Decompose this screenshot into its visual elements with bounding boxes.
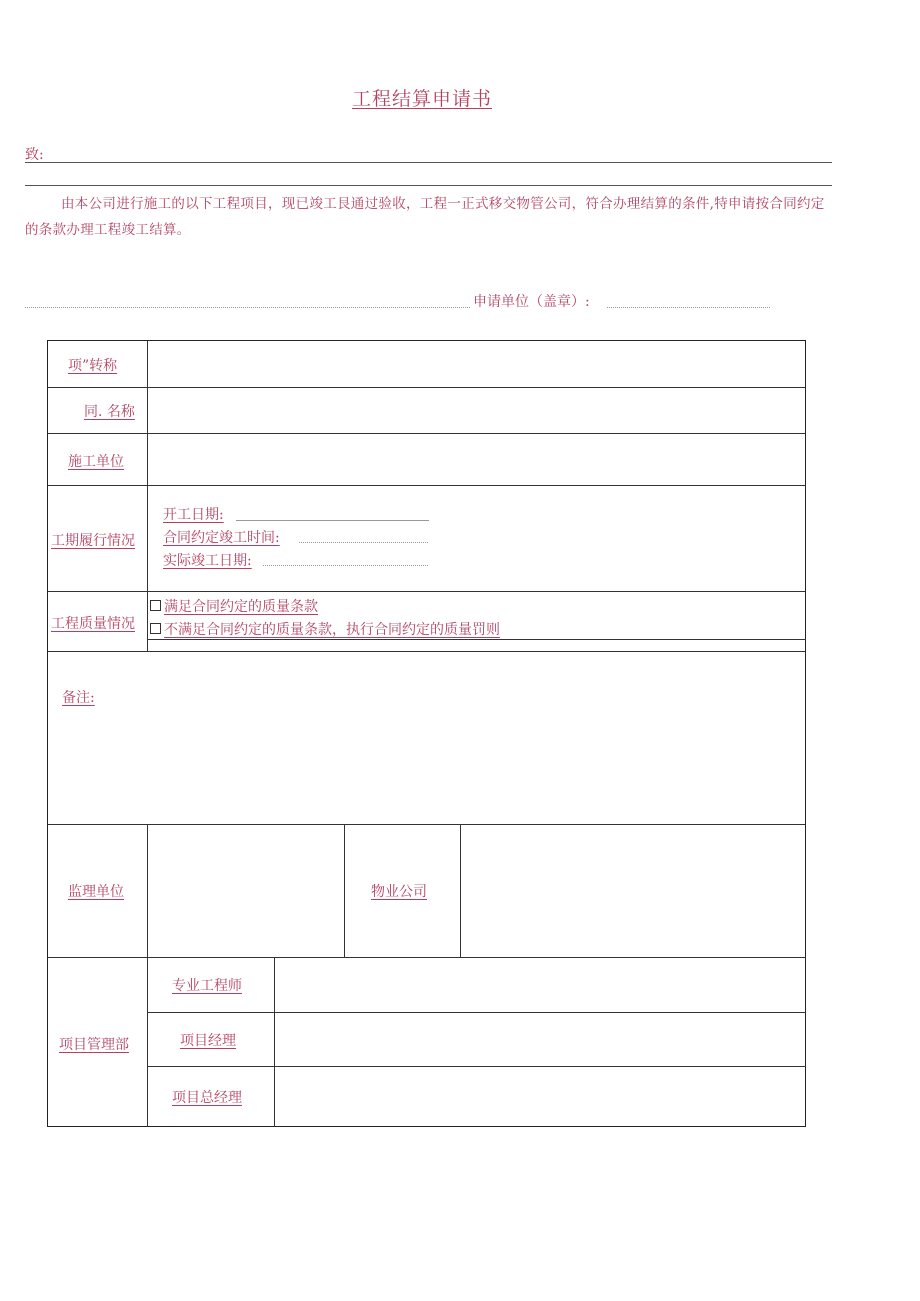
quality-cell [147,591,806,651]
applicant-label: 申请单位（盖章）: [473,294,590,310]
row-divider [147,639,806,640]
project-manager-label: 项目经理 [180,1033,236,1049]
quality-option-2-text: 不满足合同约定的质量条款，执行合同约定的质量罚则 [164,622,500,638]
schedule-label: 工期履行情况 [51,533,135,549]
applicant-signature-line[interactable] [607,307,770,308]
construction-unit-label: 施工单位 [68,454,124,470]
addressee-line[interactable] [25,162,832,163]
project-manager-field[interactable] [274,1012,807,1066]
divider-line [25,185,832,186]
project-name-label: 项”转称 [68,358,118,374]
contract-completion-label: 合同约定竣工时间: [163,530,280,546]
property-field[interactable] [460,824,806,957]
general-manager-field[interactable] [274,1066,807,1127]
pm-subtable [147,957,806,1127]
actual-completion-label: 实际竣工日期: [163,553,252,569]
start-date-field[interactable] [236,520,429,521]
settlement-form-table [47,340,806,1127]
quality-option-1[interactable] [150,596,318,616]
request-paragraph: 由本公司进行施工的以下工程项目，现已竣工艮通过验收，工程一正式移交物管公司，符合办理结算的条件,特申请按合同约定的条款办理工程竣工结算。 [25,196,825,238]
engineer-label: 专业工程师 [172,978,242,994]
construction-unit-field[interactable] [147,433,806,485]
quality-option-1-text: 满足合同约定的质量条款 [164,599,318,615]
property-label: 物业公司 [371,884,427,900]
addressee-label: 致: [25,147,44,163]
contract-name-field[interactable] [147,387,806,433]
general-manager-label: 项目总经理 [172,1090,242,1106]
remarks-field[interactable] [48,651,805,824]
pm-dept-label: 项目管理部 [59,1037,129,1053]
quality-option-2[interactable] [150,619,500,639]
contract-completion-field[interactable] [299,542,428,543]
contract-name-label: 同. 名称 [84,404,135,420]
remarks-label: 备注: [62,690,95,706]
supervision-field[interactable] [147,824,344,957]
property-label-cell [344,824,460,957]
checkbox-icon[interactable] [150,623,161,634]
start-date-label: 开工日期: [163,507,224,523]
document-title: 工程结算申请书 [352,88,493,110]
supervision-label: 监理单位 [68,884,124,900]
schedule-cell [147,485,806,591]
project-name-field[interactable] [147,341,806,387]
checkbox-icon[interactable] [150,600,161,611]
applicant-left-line [25,307,470,308]
actual-completion-field[interactable] [263,565,428,566]
engineer-field[interactable] [274,957,807,1012]
quality-label: 工程质量情况 [51,616,135,632]
